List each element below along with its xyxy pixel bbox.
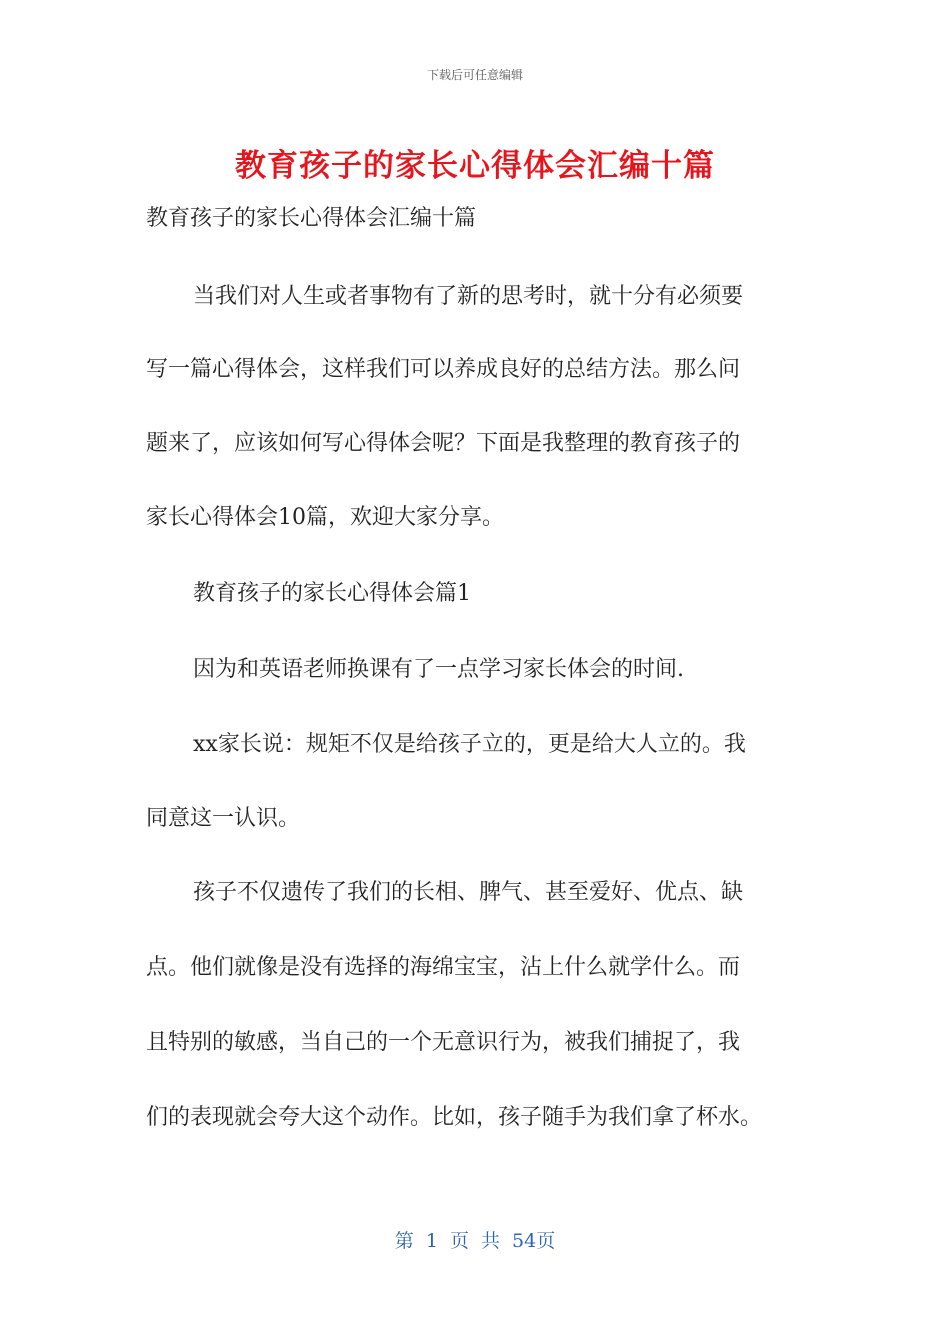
section-heading: 教育孩子的家长心得体会篇1 [193, 581, 471, 606]
paragraph-line: xx家长说：规矩不仅是给孩子立的，更是给大人立的。我 [193, 732, 746, 757]
paragraph-line: 点。他们就像是没有选择的海绵宝宝，沾上什么就学什么。而 [146, 955, 741, 980]
paragraph-line: 同意这一认识。 [146, 806, 301, 831]
paragraph-line: 们的表现就会夸大这个动作。比如，孩子随手为我们拿了杯水。 [146, 1105, 763, 1130]
paragraph-line: 家长心得体会10篇，欢迎大家分享。 [146, 505, 504, 530]
paragraph-line: 题来了，应该如何写心得体会呢？下面是我整理的教育孩子的 [146, 431, 741, 456]
header-note: 下载后可任意编辑 [426, 68, 523, 82]
paragraph-line: 当我们对人生或者事物有了新的思考时，就十分有必须要 [193, 284, 744, 309]
document-title: 教育孩子的家长心得体会汇编十篇 [235, 148, 715, 184]
page-number: 第 1 页 共 54页 [394, 1230, 556, 1252]
paragraph-line: 孩子不仅遗传了我们的长相、脾气、甚至爱好、优点、缺 [193, 880, 744, 905]
paragraph-line: 因为和英语老师换课有了一点学习家长体会的时间. [193, 657, 684, 682]
document-subtitle: 教育孩子的家长心得体会汇编十篇 [146, 206, 477, 231]
paragraph-line: 写一篇心得体会，这样我们可以养成良好的总结方法。那么问 [146, 357, 741, 382]
paragraph-line: 且特别的敏感，当自己的一个无意识行为，被我们捕捉了，我 [146, 1030, 741, 1055]
